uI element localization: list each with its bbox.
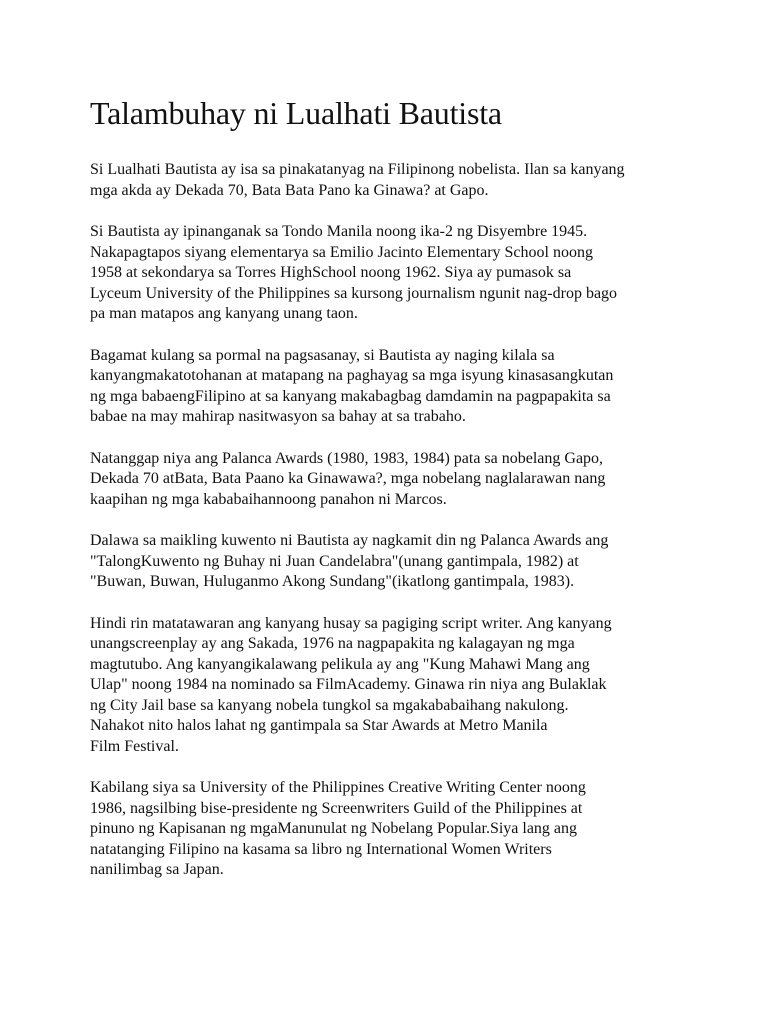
paragraph-line: magtutubo. Ang kanyangikalawang pelikula ay ang "Kung Mahawi Mang ang	[90, 655, 590, 673]
paragraph-list	[90, 160, 720, 881]
paragraph-intro	[90, 160, 720, 201]
paragraph-recognition	[90, 346, 720, 428]
document-content	[90, 90, 720, 902]
paragraph-affiliations	[90, 778, 720, 881]
paragraph-line: "TalongKuwento ng Buhay ni Juan Candelabra"(unang gantimpala, 1982) at	[90, 552, 579, 570]
paragraph-line: 1986, nagsilbing bise-presidente ng Screenwriters Guild of the Philippines at	[90, 799, 583, 817]
paragraph-line: nanilimbag sa Japan.	[90, 861, 224, 878]
paragraph-line: 1958 at sekondarya sa Torres HighSchool noong 1962. Siya ay pumasok sa	[90, 264, 572, 281]
paragraph-line: babae na may mahirap nasitwasyon sa bahay at sa trabaho.	[90, 408, 466, 425]
paragraph-line: Dalawa sa maikling kuwento ni Bautista ay nagkamit din ng Palanca Awards ang	[90, 532, 609, 549]
paragraph-line: Natanggap niya ang Palanca Awards (1980, 1983, 1984) pata sa nobelang Gapo,	[90, 449, 604, 467]
paragraph-line: pa man matapos ang kanyang unang taon.	[90, 305, 358, 322]
paragraph-line: pinuno ng Kapisanan ng mgaManunulat ng Nobelang Popular.Siya lang ang	[90, 820, 578, 837]
paragraph-line: Lyceum University of the Philippines sa kursong journalism ngunit nag-drop bago	[90, 284, 618, 302]
paragraph-line: Dekada 70 atBata, Bata Paano ka Ginawawa?, mga nobelang naglalarawan nang	[90, 470, 606, 487]
paragraph-line: "Buwan, Buwan, Huluganmo Akong Sundang"(ikatlong gantimpala, 1983).	[90, 573, 575, 590]
paragraph-line: Hindi rin matatawaran ang kanyang husay sa pagiging script writer. Ang kanyang	[90, 614, 612, 632]
paragraph-line: kanyangmakatotohanan at matapang na paghayag sa mga isyung kinasasangkutan	[90, 367, 614, 384]
paragraph-screenwriting	[90, 614, 720, 758]
paragraph-line: kaapihan ng mga kababaihannoong panahon ni Marcos.	[90, 490, 447, 508]
paragraph-line: unangscreenplay ay ang Sakada, 1976 na nagpapakita ng kalagayan ng mga	[90, 635, 575, 652]
paragraph-palanca-novels	[90, 449, 720, 511]
paragraph-early-life	[90, 222, 720, 325]
paragraph-line: Ulap" noong 1984 na nominado sa FilmAcademy. Ginawa rin niya ang Bulaklak	[90, 676, 607, 693]
paragraph-line: Nahakot nito halos lahat ng gantimpala sa Star Awards at Metro Manila	[90, 717, 548, 734]
paragraph-line: natatanging Filipino na kasama sa libro ng International Women Writers	[90, 840, 552, 858]
paragraph-line: Bagamat kulang sa pormal na pagsasanay, si Bautista ay naging kilala sa	[90, 346, 555, 364]
paragraph-line: Kabilang siya sa University of the Philippines Creative Writing Center noong	[90, 779, 586, 796]
paragraph-line: Si Bautista ay ipinanganak sa Tondo Manila noong ika-2 ng Disyembre 1945.	[90, 223, 588, 240]
paragraph-line: Film Festival.	[90, 737, 179, 755]
paragraph-line: Si Lualhati Bautista ay isa sa pinakatanyag na Filipinong nobelista. Ilan sa kanyang	[90, 161, 625, 178]
paragraph-palanca-stories	[90, 531, 720, 593]
document-title: Talambuhay ni Lualhati Bautista	[90, 95, 502, 131]
paragraph-line: ng City Jail base sa kanyang nobela tungkol sa mgakababaihang nakulong.	[90, 696, 569, 714]
paragraph-line: mga akda ay Dekada 70, Bata Bata Pano ka Ginawa? at Gapo.	[90, 181, 489, 199]
paragraph-line: Nakapagtapos siyang elementarya sa Emilio Jacinto Elementary School noong	[90, 243, 593, 261]
paragraph-line: ng mga babaengFilipino at sa kanyang makabagbag damdamin na pagpapakita sa	[90, 387, 611, 405]
